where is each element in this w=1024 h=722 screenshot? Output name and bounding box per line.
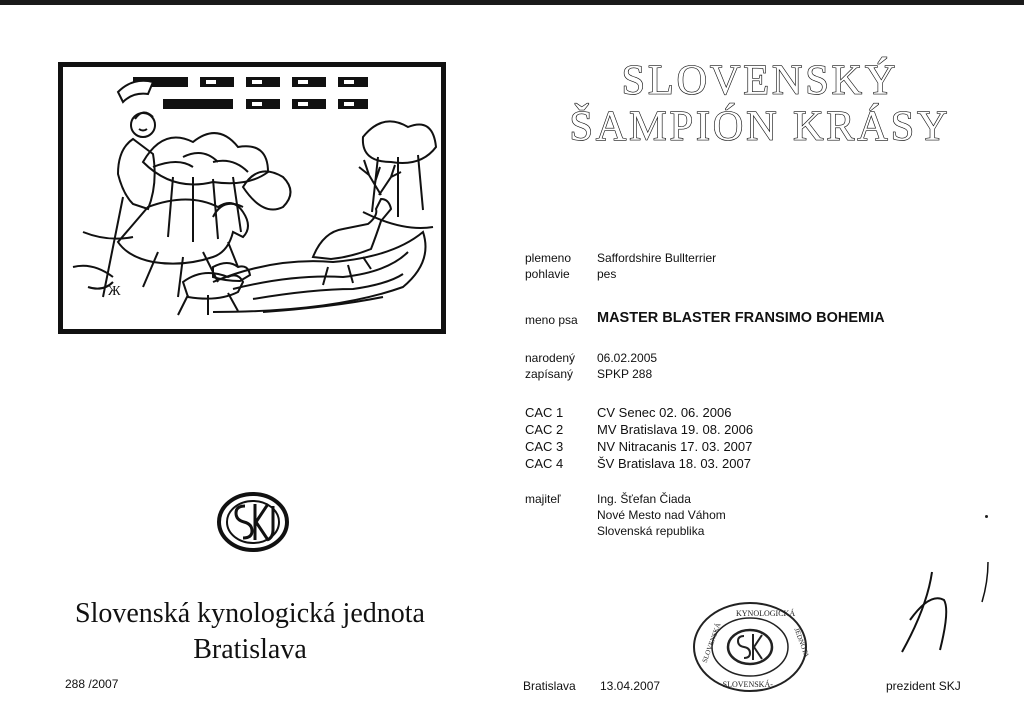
signature-scribble [880,560,1000,670]
owner-country: Slovenská republika [597,524,705,538]
seal-text-left: SLOVENSKÁ [700,621,723,664]
seal-text-top: KYNOLOGICKÁ [736,609,796,618]
cac-label: CAC 4 [525,456,564,471]
owner-name: Ing. Šťefan Čiada [597,492,691,506]
born-label: narodený [525,351,576,365]
sex-value: pes [597,267,617,281]
seal-text-right: JEDNOTA [792,626,810,659]
issue-place: Bratislava [523,679,576,693]
seal-mark [690,600,810,695]
cac-label: CAC 2 [525,422,564,437]
hunting-scene-illustration [58,62,446,334]
title-line-2: ŠAMPIÓN KRÁSY [569,104,951,150]
registered-value: SPKP 288 [597,367,653,381]
organization-name: Slovenská kynologická jednota [75,598,425,629]
cac-value: MV Bratislava 19. 08. 2006 [597,422,754,437]
cac-label: CAC 3 [525,439,564,454]
born-value: 06.02.2005 [597,351,658,365]
organization-city: Bratislava [193,634,307,665]
dog-name-value: MASTER BLASTER FRANSIMO BOHEMIA [597,310,885,326]
issue-date: 13.04.2007 [600,679,661,693]
skj-logo [215,490,291,559]
speck [985,515,988,518]
organization-name-block [30,596,470,668]
certificate-title [560,58,960,150]
cac-label: CAC 1 [525,405,564,420]
president-signature [880,560,1000,675]
cac-value: NV Nitracanis 17. 03. 2007 [597,439,753,454]
owner-city: Nové Mesto nad Váhom [597,508,726,522]
seal-text-bottom: -SLOVENSKÁ- [720,680,773,689]
certificate-number: 288 /2007 [65,677,119,691]
cac-value: ŠV Bratislava 18. 03. 2007 [597,456,751,471]
skj-logo-mark [215,490,291,554]
cac-value: CV Senec 02. 06. 2006 [597,405,732,420]
owner-label: majiteľ [525,492,561,506]
woodcut-drawing [63,67,441,329]
official-seal [690,600,810,700]
breed-value: Saffordshire Bullterrier [597,251,717,265]
svg-text:Ж: Ж [108,284,121,299]
registered-label: zapísaný [525,367,574,381]
dog-name-label: meno psa [525,313,578,327]
sex-label: pohlavie [525,267,570,281]
signatory-title: prezident SKJ [886,679,961,693]
top-border-line [0,0,1024,5]
title-line-1: SLOVENSKÝ [621,58,899,104]
breed-label: plemeno [525,251,572,265]
